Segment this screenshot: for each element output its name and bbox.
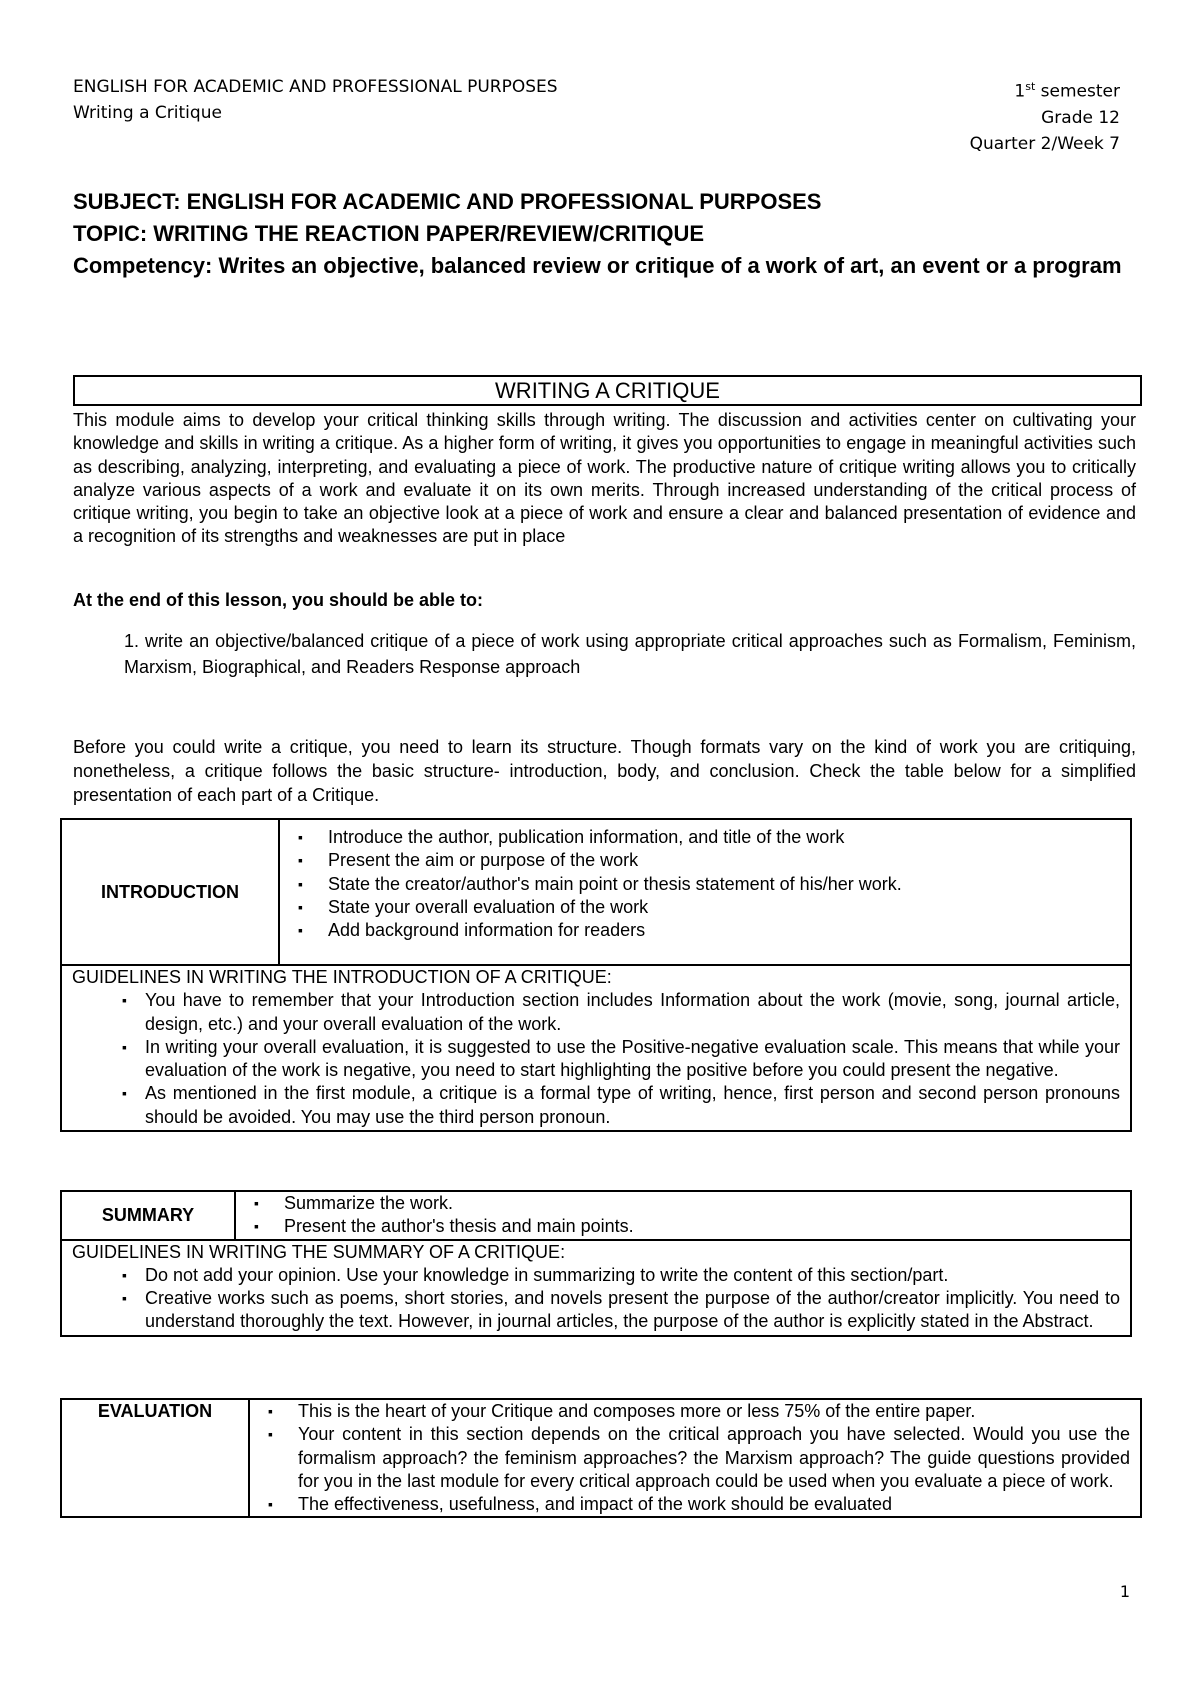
list-item: ▪ The effectiveness, usefulness, and impact of the work should be evaluated [250,1493,1130,1516]
header-lesson: Writing a Critique [73,103,222,123]
introduction-guidelines-cell [61,965,1131,1131]
evaluation-items-cell [249,1399,1141,1517]
page-header-left [73,74,558,126]
list-item: ▪ In writing your overall evaluation, it is suggested to use the Positive-negative evaluation scale. This means that while your evaluation of the work is negative, you need to start highlighting the positive before you could present the negative. [72,1036,1120,1083]
subject-title: SUBJECT: ENGLISH FOR ACADEMIC AND PROFESSIONAL PURPOSES [73,189,822,214]
list-item: ▪ You have to remember that your Introduction section includes Information about the work (movie, song, journal article, design, etc.) and your overall evaluation of the work. [72,989,1120,1036]
intro-paragraph: This module aims to develop your critical thinking skills through writing. The discussion and activities center on cultivating your knowledge and skills in writing a critique. As a higher form of writing, it gives you opportunities to engage in meaningful activities such as describing, analyzing, interpreting, and evaluating a piece of work. The productive nature of critique writing allows you to critically analyze various aspects of a work and evaluate it on its own merits. Through increased understanding of the critical process of critique writing, you begin to take an objective look at a piece of work and ensure a clear and balanced presentation of evidence and a recognition of its strengths and weaknesses are put in place [73,410,1136,547]
evaluation-table [60,1398,1142,1518]
competency-title: Competency: Writes an objective, balanced review or critique of a work of art, an event or a program [73,253,1122,278]
list-item: ▪ Creative works such as poems, short stories, and novels present the purpose of the author/creator implicitly. You need to understand thoroughly the text. However, in journal articles, the purpose of the author is explicitly stated in the Abstract. [72,1287,1120,1334]
introduction-guidelines-title: GUIDELINES IN WRITING THE INTRODUCTION OF A CRITIQUE: [72,967,612,987]
introduction-items-cell [279,819,1131,965]
list-item: ▪ Add background information for readers [280,919,1130,942]
list-item: ▪ State your overall evaluation of the work [280,896,1130,919]
list-item: ▪ This is the heart of your Critique and composes more or less 75% of the entire paper. [250,1400,1130,1423]
list-item: ▪ Introduce the author, publication information, and title of the work [280,826,1130,849]
header-grade: Grade 12 [1041,107,1120,128]
summary-table [60,1190,1132,1337]
header-quarter: Quarter 2/Week 7 [969,133,1120,154]
list-item: ▪ Your content in this section depends on the critical approach you have selected. Would you use the formalism approach? the feminism approaches? the Marxism approach? The guide questions provided for you in the last module for every critical approach could be used when you evaluate a piece of work. [250,1423,1130,1493]
summary-items-cell [235,1191,1131,1240]
objectives-heading: At the end of this lesson, you should be able to: [73,590,484,610]
objective-item: 1. write an objective/balanced critique of a piece of work using appropriate critical approaches such as Formalism, Feminism, Marxism, Biographical, and Readers Response approach [124,631,1136,677]
page-header-right [970,74,1120,157]
structure-paragraph: Before you could write a critique, you need to learn its structure. Though formats vary on the kind of work you are critiquing, nonetheless, a critique follows the basic structure- introduction, body, and conclusion. Check the table below for a simplified presentation of each part of a Critique. [73,737,1136,805]
list-item: ▪ Summarize the work. [236,1192,1130,1215]
list-item: ▪ State the creator/author's main point or thesis statement of his/her work. [280,873,1130,896]
section-heading-box: WRITING A CRITIQUE [73,375,1142,406]
title-block [73,186,1133,282]
introduction-label: INTRODUCTION [61,819,279,965]
page-number: 1 [1119,1582,1130,1601]
introduction-table [60,818,1132,1132]
header-course: ENGLISH FOR ACADEMIC AND PROFESSIONAL PURPOSES [73,77,558,97]
list-item: ▪ Present the aim or purpose of the work [280,849,1130,872]
summary-guidelines-title: GUIDELINES IN WRITING THE SUMMARY OF A CRITIQUE: [72,1241,566,1262]
summary-guidelines-cell [61,1240,1131,1336]
topic-title: TOPIC: WRITING THE REACTION PAPER/REVIEW/CRITIQUE [73,221,705,246]
header-semester: 1st semester [1014,80,1120,102]
evaluation-label: EVALUATION [61,1399,249,1517]
summary-label: SUMMARY [61,1191,235,1240]
list-item: ▪ As mentioned in the first module, a critique is a formal type of writing, hence, first person and second person pronouns should be avoided. You may use the third person pronoun. [72,1082,1120,1129]
list-item: ▪ Do not add your opinion. Use your knowledge in summarizing to write the content of this section/part. [72,1264,1120,1287]
list-item: ▪ Present the author's thesis and main points. [236,1215,1130,1238]
